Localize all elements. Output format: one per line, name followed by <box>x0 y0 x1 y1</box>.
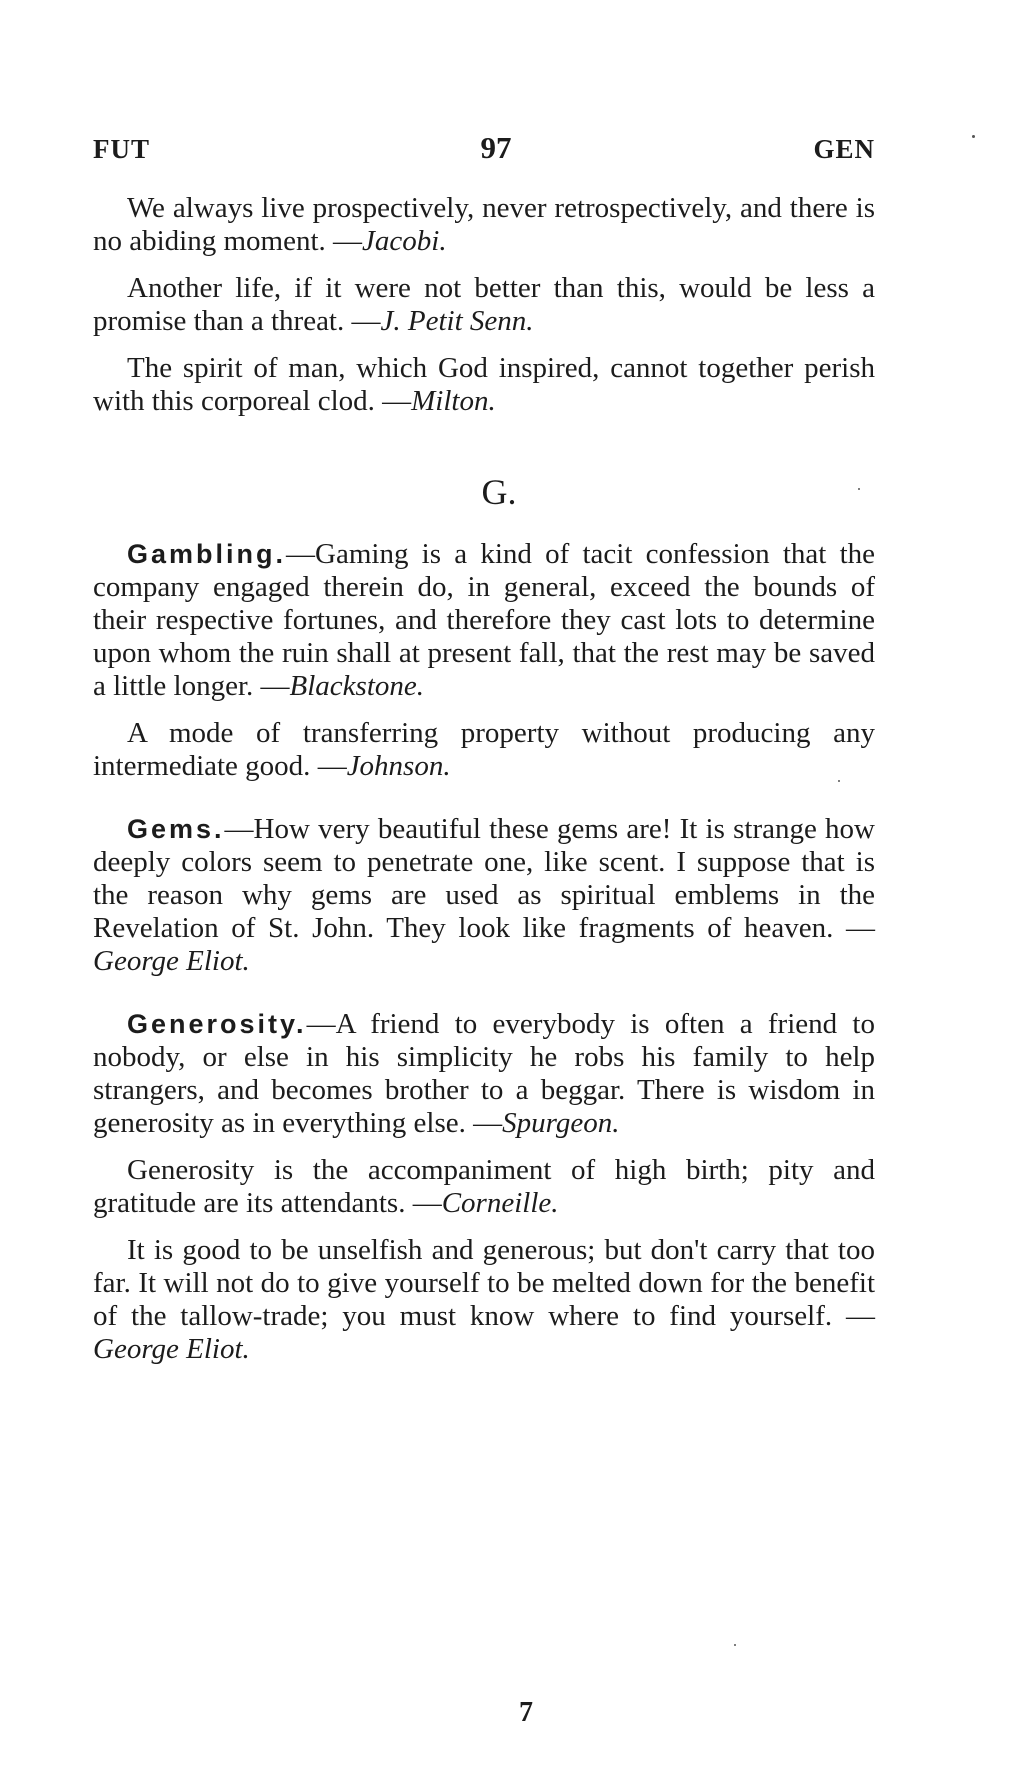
header-left-guide-word: FUT <box>93 134 150 164</box>
signature-mark: 7 <box>519 1697 533 1728</box>
book-page <box>93 0 875 1789</box>
quote: We always live prospectively, never retrospectively, and there is no abiding moment. —Jacobi. <box>93 192 875 257</box>
scan-speck <box>734 1644 736 1646</box>
quote-author: Blackstone. <box>289 670 424 702</box>
quote: It is good to be unselfish and generous; but don't carry that too far. It will not do to give yourself to be melted down for the benefit of the tallow-trade; you must know where to find yourself. —George Eliot. <box>93 1234 876 1365</box>
running-header <box>93 130 875 174</box>
scan-speck <box>838 780 840 782</box>
quote-author: Corneille. <box>441 1187 559 1219</box>
entry-gems: Gems.—How very beautiful these gems are! It is strange how deeply colors seem to penetrate one, like scent. I suppose that is the reason why gems are used as spiritual emblems in the Revelation of St. John. They look like fragments of heaven. —George Eliot. <box>93 813 876 977</box>
entry-term: Gambling. <box>127 539 287 569</box>
scan-speck <box>972 135 975 138</box>
page-body <box>93 192 875 1380</box>
entry-term: Generosity. <box>127 1009 307 1039</box>
quote-author: Johnson. <box>346 750 451 782</box>
header-right-guide-word: GEN <box>813 134 875 164</box>
quote: A mode of transferring property without producing any intermediate good. —Johnson. <box>93 717 875 782</box>
entry-term: Gems. <box>127 814 225 844</box>
quote-author: J. Petit Senn. <box>380 305 534 337</box>
quote-author: Milton. <box>411 385 496 417</box>
quote: The spirit of man, which God inspired, cannot together perish with this corporeal clod. —Milton. <box>93 352 875 417</box>
scan-speck <box>858 488 860 490</box>
quote-author: George Eliot. <box>93 945 250 977</box>
entry-gambling: Gambling.—Gaming is a kind of tacit confession that the company engaged therein do, in general, exceed the bounds of their respective fortunes, and therefore they cast lots to determine upon whom the ruin shall at present fall, that the rest may be saved a little longer. —Blackstone. <box>93 538 875 702</box>
quote-author: George Eliot. <box>93 1333 250 1365</box>
section-letter-heading: G. <box>481 472 517 512</box>
quote: Generosity is the accompaniment of high birth; pity and gratitude are its attendants. —Corneille. <box>93 1154 875 1219</box>
quote-author: Spurgeon. <box>502 1107 620 1139</box>
entry-generosity: Generosity.—A friend to everybody is often a friend to nobody, or else in his simplicity he robs his family to help strangers, and becomes brother to a beggar. There is wisdom in generosity as in everything else. —Spurgeon. <box>93 1008 875 1139</box>
page-number: 97 <box>480 130 512 165</box>
quote: Another life, if it were not better than this, would be less a promise than a threat. —J. Petit Senn. <box>93 272 875 337</box>
quote-author: Jacobi. <box>362 225 447 257</box>
